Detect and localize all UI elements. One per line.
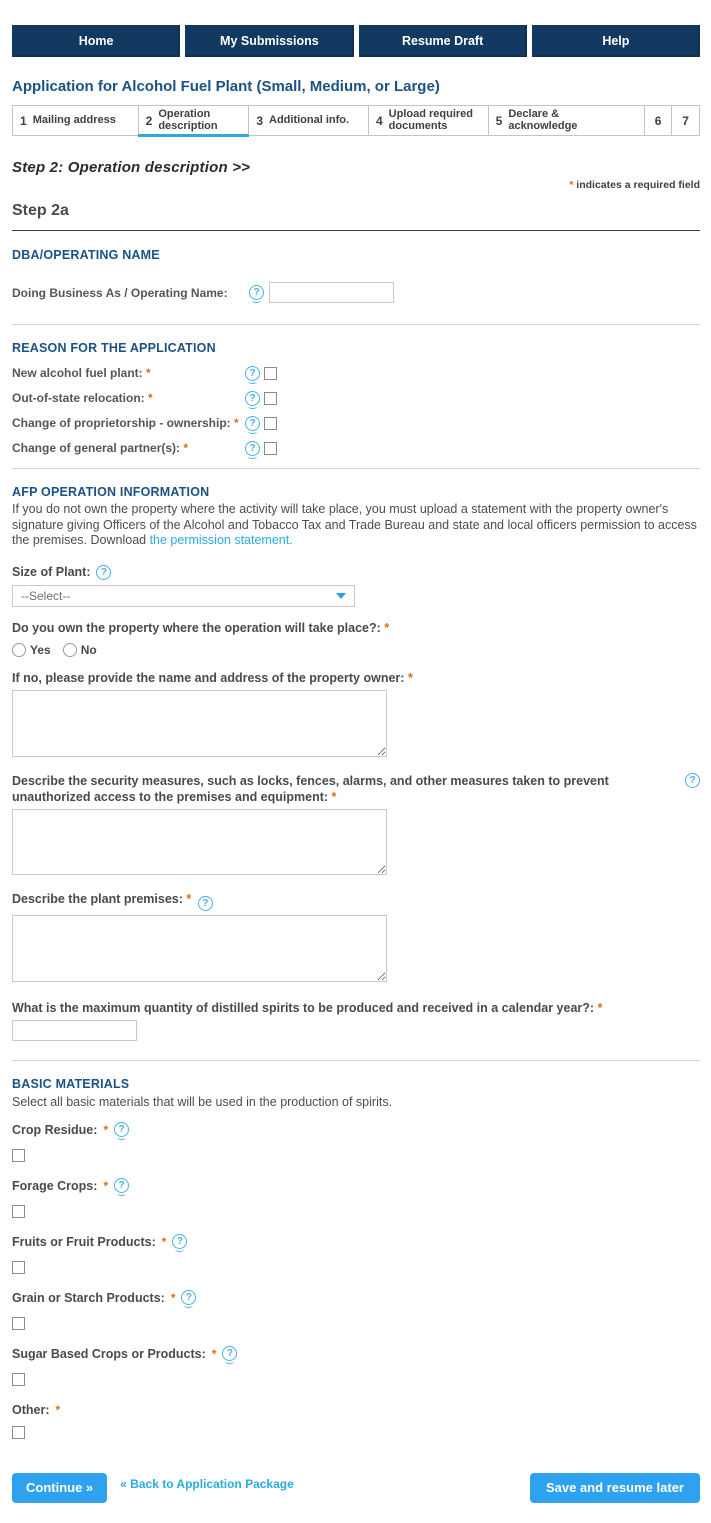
help-icon[interactable] bbox=[172, 1234, 187, 1249]
no-radio-label: No bbox=[80, 642, 97, 657]
plant-premises-label bbox=[12, 891, 700, 911]
select-value: --Select-- bbox=[21, 588, 71, 603]
reason-label: Change of general partner(s): bbox=[12, 441, 181, 455]
tab-number: 7 bbox=[682, 113, 689, 128]
question-text: Do you own the property where the operation will take place?: bbox=[12, 620, 381, 635]
fruits-checkbox[interactable] bbox=[12, 1261, 25, 1274]
reason-row-general-partner bbox=[12, 440, 700, 456]
label-text: Other: bbox=[12, 1402, 50, 1417]
tab-number: 2 bbox=[145, 113, 153, 128]
required-asterisk: * bbox=[170, 1290, 176, 1305]
tab-step-3-additional-info[interactable] bbox=[249, 105, 369, 135]
tab-number: 4 bbox=[375, 113, 383, 128]
other-checkbox[interactable] bbox=[12, 1426, 25, 1439]
sugar-based-label bbox=[12, 1346, 700, 1362]
tab-step-6[interactable] bbox=[645, 105, 672, 135]
help-icon[interactable] bbox=[96, 565, 111, 580]
sugar-based-checkbox[interactable] bbox=[12, 1373, 25, 1386]
change-of-general-partner-checkbox[interactable] bbox=[264, 442, 277, 455]
required-asterisk: * bbox=[103, 1178, 109, 1193]
materials-subtitle: Select all basic materials that will be used in the production of spirits. bbox=[12, 1094, 393, 1109]
section-divider bbox=[12, 1060, 700, 1061]
other-label bbox=[12, 1402, 700, 1418]
required-asterisk: * bbox=[103, 1122, 109, 1137]
required-asterisk: * bbox=[597, 1000, 603, 1015]
tab-step-4-upload-documents[interactable] bbox=[369, 105, 489, 135]
forage-crops-checkbox[interactable] bbox=[12, 1205, 25, 1218]
help-icon[interactable] bbox=[245, 416, 260, 431]
tab-label: Additional info. bbox=[269, 113, 350, 126]
help-icon[interactable] bbox=[222, 1346, 237, 1361]
new-alcohol-fuel-plant-checkbox[interactable] bbox=[264, 367, 277, 380]
permission-statement-link[interactable]: the permission statement bbox=[149, 533, 290, 547]
required-asterisk: * bbox=[186, 891, 192, 906]
chevron-down-icon bbox=[336, 593, 346, 599]
help-icon[interactable] bbox=[198, 896, 213, 911]
reason-section-title: REASON FOR THE APPLICATION bbox=[12, 341, 216, 355]
back-to-application-package-link[interactable]: « Back to Application Package bbox=[120, 1476, 294, 1491]
help-icon[interactable] bbox=[114, 1178, 129, 1193]
section-divider bbox=[12, 324, 700, 325]
required-asterisk: * bbox=[161, 1234, 167, 1249]
tab-step-2-operation-description[interactable] bbox=[139, 105, 250, 135]
tab-number: 5 bbox=[495, 113, 503, 128]
materials-section-title: BASIC MATERIALS bbox=[12, 1076, 130, 1091]
fruits-label bbox=[12, 1234, 700, 1250]
tab-step-7[interactable] bbox=[672, 105, 700, 135]
size-of-plant-row bbox=[12, 565, 700, 580]
reason-row-new-plant bbox=[12, 365, 700, 381]
help-icon[interactable] bbox=[181, 1290, 196, 1305]
size-of-plant-select[interactable] bbox=[12, 585, 355, 607]
tab-label: Operation description bbox=[158, 107, 218, 132]
label-text: What is the maximum quantity of distilled spirits to be produced and received in a calendar year?: bbox=[12, 1000, 595, 1015]
required-asterisk: * bbox=[183, 441, 189, 455]
section-divider-dark bbox=[12, 230, 700, 231]
grain-starch-checkbox[interactable] bbox=[12, 1317, 25, 1330]
step-heading: Step 2: Operation description >> bbox=[12, 159, 251, 176]
top-navbar bbox=[12, 25, 700, 57]
reason-label: New alcohol fuel plant: bbox=[12, 366, 143, 380]
change-of-proprietorship-checkbox[interactable] bbox=[264, 417, 277, 430]
intro-end: . bbox=[289, 533, 293, 547]
label-text: Describe the plant premises: bbox=[12, 891, 183, 906]
help-icon[interactable] bbox=[685, 773, 700, 788]
required-asterisk: * bbox=[407, 670, 413, 685]
label-text: Crop Residue: bbox=[12, 1122, 98, 1137]
size-of-plant-label: Size of Plant: bbox=[12, 565, 91, 579]
required-asterisk: * bbox=[148, 391, 153, 405]
nav-home-button[interactable]: Home bbox=[12, 25, 180, 57]
crop-residue-label bbox=[12, 1122, 700, 1138]
yes-radio-label: Yes bbox=[30, 642, 51, 657]
own-property-yes-radio[interactable] bbox=[12, 643, 26, 657]
max-quantity-input[interactable] bbox=[12, 1020, 137, 1041]
afp-intro-text bbox=[12, 502, 700, 549]
tab-number: 1 bbox=[20, 113, 27, 128]
step-tabs bbox=[12, 105, 700, 136]
required-asterisk: * bbox=[569, 179, 574, 191]
required-asterisk: * bbox=[211, 1346, 217, 1361]
reason-row-proprietorship bbox=[12, 415, 700, 431]
save-and-resume-later-button[interactable]: Save and resume later bbox=[530, 1473, 700, 1503]
required-asterisk: * bbox=[331, 789, 337, 804]
footer-actions bbox=[12, 1473, 700, 1503]
plant-premises-textarea[interactable] bbox=[12, 915, 387, 982]
nav-my-submissions-button[interactable]: My Submissions bbox=[185, 25, 353, 57]
dba-field-row bbox=[12, 282, 700, 303]
tab-number: 3 bbox=[256, 113, 264, 128]
property-owner-label bbox=[12, 670, 700, 686]
help-icon[interactable] bbox=[249, 285, 264, 300]
help-icon[interactable] bbox=[245, 366, 260, 381]
help-icon[interactable] bbox=[245, 441, 260, 456]
security-measures-label bbox=[12, 773, 700, 805]
required-asterisk: * bbox=[55, 1402, 61, 1417]
security-measures-textarea[interactable] bbox=[12, 809, 387, 875]
nav-resume-draft-button[interactable]: Resume Draft bbox=[359, 25, 527, 57]
label-text: Forage Crops: bbox=[12, 1178, 98, 1193]
substep-heading: Step 2a bbox=[12, 202, 69, 219]
continue-button[interactable]: Continue » bbox=[12, 1473, 107, 1503]
reason-row-relocation bbox=[12, 390, 700, 406]
page-title: Application for Alcohol Fuel Plant (Small, Medium, or Large) bbox=[12, 78, 440, 95]
own-property-question bbox=[12, 620, 700, 636]
help-icon[interactable] bbox=[245, 391, 260, 406]
label-text: If no, please provide the name and address of the property owner: bbox=[12, 670, 405, 685]
required-asterisk: * bbox=[234, 416, 239, 430]
label-text: Sugar Based Crops or Products: bbox=[12, 1346, 206, 1361]
grain-starch-label bbox=[12, 1290, 700, 1306]
section-divider bbox=[12, 468, 700, 469]
label-text: Grain or Starch Products: bbox=[12, 1290, 165, 1305]
label-text: Fruits or Fruit Products: bbox=[12, 1234, 156, 1249]
dba-section-title: DBA/OPERATING NAME bbox=[12, 248, 160, 262]
required-note-text: indicates a required field bbox=[576, 179, 700, 191]
max-quantity-label bbox=[12, 1000, 700, 1016]
nav-help-button[interactable]: Help bbox=[532, 25, 700, 57]
reason-label: Out-of-state relocation: bbox=[12, 391, 145, 405]
out-of-state-relocation-checkbox[interactable] bbox=[264, 392, 277, 405]
dba-field-label: Doing Business As / Operating Name: bbox=[12, 285, 228, 300]
tab-label: Declare & acknowledge bbox=[508, 107, 578, 132]
required-asterisk: * bbox=[384, 620, 390, 635]
help-icon[interactable] bbox=[114, 1122, 129, 1137]
required-asterisk: * bbox=[146, 366, 151, 380]
intro-text: If you do not own the property where the activity will take place, you must upload a statement with the property owner's signature giving Officers of the Alcohol and Tobacco Tax and Trade Bureau and state and local officers permission to access the premises. Download bbox=[12, 502, 697, 547]
reason-label: Change of proprietorship - ownership: bbox=[12, 416, 231, 430]
tab-label: Upload required documents bbox=[388, 107, 474, 132]
tab-number: 6 bbox=[654, 113, 662, 128]
afp-section-title: AFP OPERATION INFORMATION bbox=[12, 485, 210, 499]
dba-name-input[interactable] bbox=[269, 282, 394, 303]
forage-crops-label bbox=[12, 1178, 700, 1194]
required-field-note bbox=[12, 179, 700, 191]
tab-step-1-mailing-address[interactable] bbox=[12, 105, 139, 135]
tab-label: Mailing address bbox=[32, 113, 116, 126]
label-text: Describe the security measures, such as locks, fences, alarms, and other measures taken to prevent unauthorized access to the premises and equipment: bbox=[12, 773, 609, 804]
property-owner-textarea[interactable] bbox=[12, 690, 387, 757]
own-property-radio-group bbox=[12, 643, 700, 657]
own-property-no-radio[interactable] bbox=[63, 643, 77, 657]
tab-step-5-declare-acknowledge[interactable] bbox=[489, 105, 646, 135]
crop-residue-checkbox[interactable] bbox=[12, 1149, 25, 1162]
